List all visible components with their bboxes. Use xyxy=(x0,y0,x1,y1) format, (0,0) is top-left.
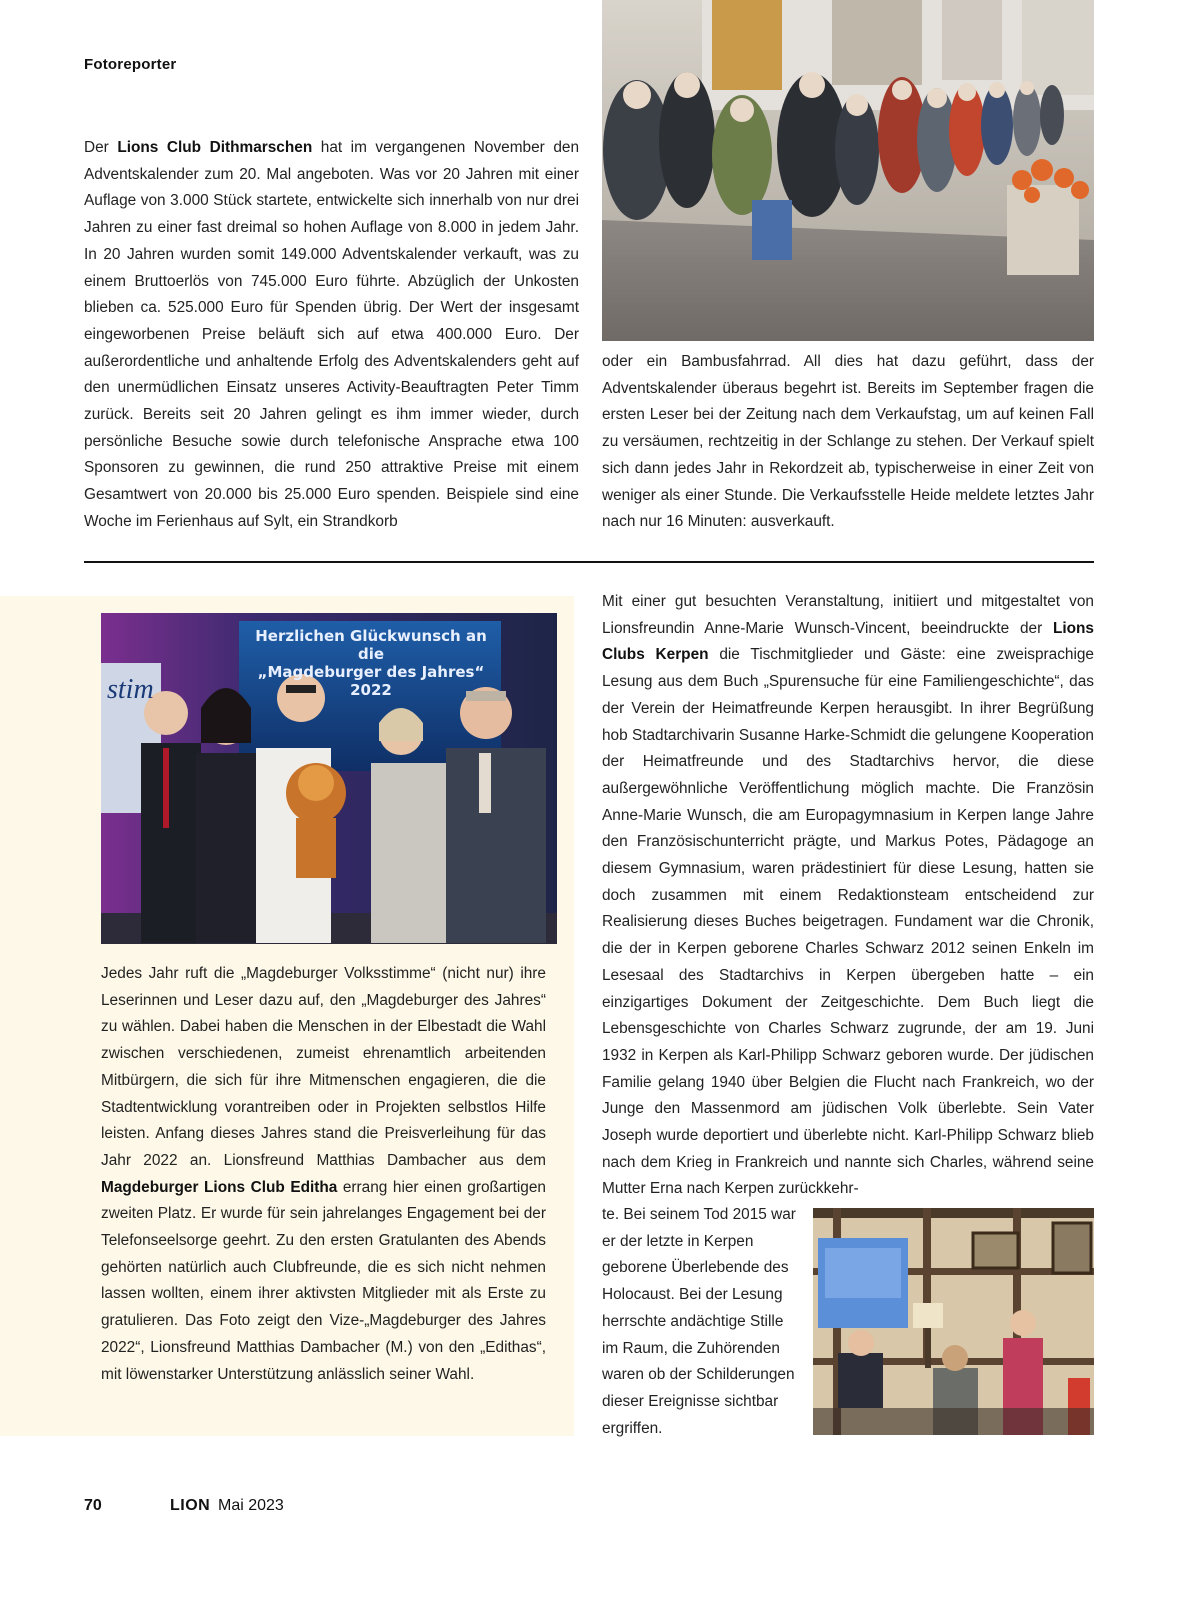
article-kerpen-text-wrap xyxy=(602,1202,802,1442)
section-divider xyxy=(84,561,1094,563)
article-kerpen-text xyxy=(602,589,1094,1203)
club-name-dithmarschen: Lions Club Dithmarschen xyxy=(117,139,313,156)
banner-line: „Magdeburger des Jahres“ xyxy=(257,663,485,681)
text-run: Mit einer gut besuchten Veranstaltung, initiiert und mitgestaltet von Lionsfreundin Anne-Marie Wunsch-Vincent, beeindruckte der xyxy=(602,593,1094,637)
queue-photo-illustration xyxy=(602,0,1094,341)
article-text: te. Bei seinem Tod 2015 war er der letzte in Kerpen geborene Überlebende des Holocaust. Bei der Lesung herrschte andächtige Stille im Raum, die Zuhörenden waren ob der Schilderungen dieser Ereignisse sichtbar ergriffen. xyxy=(602,1206,796,1437)
reading-event-photo xyxy=(813,1208,1094,1435)
section-label: Fotoreporter xyxy=(84,56,177,73)
article-magdeburg-text xyxy=(101,961,546,1388)
club-name-editha: Magdeburger Lions Club Editha xyxy=(101,1178,338,1196)
text-run: Jedes Jahr ruft die „Magdeburger Volksstimme“ (nicht nur) ihre Leserinnen und Leser dazu auf, den „Magdeburger des Jahres“ zu wählen. Dabei haben die Menschen in der Elbestadt die Wahl zwischen verschiedenen, zumeist ehrenamtlich arbeitenden Mitbürgern, die sich für ihre Mitmenschen engagieren, die die Stadtentwicklung vorantreiben oder in Projekten selbstlos Hilfe leisten. Anfang dieses Jahres stand die Preisverleihung für das Jahr 2022 an. Lionsfreund Matthias Dambacher aus dem xyxy=(101,965,546,1169)
article-dithmarschen-right-column xyxy=(602,349,1094,536)
club-name-kerpen: Lions Clubs Kerpen xyxy=(602,619,1094,664)
issue-date: Mai 2023 xyxy=(218,1497,284,1514)
text-run: die Tischmitglieder und Gäste: eine zweisprachige Lesung aus dem Buch „Spurensuche für eine Familiengeschichte“, das der Verein der Heimatfreunde Kerpen herausgibt. In ihrer Begrüßung hob Stadtarchivarin Susanne Harke-Schmidt die gelungene Kooperation der Heimatfreunde und des Stadtarchivs hervor, die diese außergewöhnliche Veröffentlichung möglich machte. Die Französin Anne-Marie Wunsch, die am Europagymnasium in Kerpen lange Jahre den Französischunterricht prägte, und Markus Potes, Pädagoge an diesem Gymnasium, waren prädestiniert für diese Lesung, hatten sie doch zusammen mit einem Redaktionsteam entscheidend zur Realisierung dieses Buches beigetragen. Fundament war die Chronik, die der in Kerpen geborene Charles Schwarz 2012 seinen Enkeln im Lesesaal des Stadtarchivs in Kerpen übergeben hatte – ein einzigartiges Dokument der Zeitgeschichte. Dem Buch liegt die Lebensgeschichte von Charles Schwarz zugrunde, der am 19. Juni 1932 in Kerpen als Karl-Philipp Schwarz geboren wurde. Der jüdischen Familie gelang 1940 über Belgien die Flucht nach Frankreich, wo der Junge den Massenmord am jüdischen Volk überlebte. Sein Vater Joseph wurde deportiert und überlebte nicht. Karl-Philipp Schwarz blieb nach dem Krieg in Frankreich und nannte sich Charles, während seine Mutter Erna nach Kerpen zurückkehr- xyxy=(602,646,1094,1198)
screen-fragment-text: stim xyxy=(107,674,154,705)
text-run: Der xyxy=(84,139,118,156)
magazine-name: LION xyxy=(170,1497,211,1514)
banner-line: Herzlichen Glückwunsch an die xyxy=(255,627,487,663)
reading-event-illustration xyxy=(813,1208,1094,1435)
page-number: 70 xyxy=(84,1497,102,1514)
banner-line: 2022 xyxy=(350,681,392,699)
text-run: hat im vergangenen November den Adventskalender zum 20. Mal angeboten. Was vor 20 Jahren mit einer Auflage von 3.000 Stück startete, entwickelte sich innerhalb von nur drei Jahren zu einer fast dreimal so hohen Auflage von 8.000 in jedem Jahr. In 20 Jahren wurden somit 149.000 Adventskalender verkauft, was zu einem Bruttoerlös von 745.000 Euro führte. Abzüglich der Unkosten blieben ca. 525.000 Euro für Spenden übrig. Der Wert der insgesamt eingeworbenen Preise beläuft sich auf etwa 400.000 Euro. Der außerordentliche und anhaltende Erfolg des Adventskalenders geht auf den unermüdlichen Einsatz unseres Activity-Beauftragten Peter Timm zurück. Bereits seit 20 Jahren gelingt es ihm immer wieder, durch persönliche Besuche sowie durch telefonische Ansprache etwa 100 Sponsoren zu gewinnen, die rund 250 attraktive Preise mit einem Gesamtwert von 20.000 bis 25.000 Euro spenden. Beispiele sind eine Woche im Ferienhaus auf Sylt, ein Strandkorb xyxy=(84,139,579,530)
queue-photo xyxy=(602,0,1094,341)
article-dithmarschen-left-column xyxy=(84,135,579,536)
award-photo xyxy=(101,613,557,944)
article-text: oder ein Bambusfahrrad. All dies hat dazu geführt, dass der Adventskalender überaus begehrt ist. Bereits im September fragen die ersten Leser bei der Zeitung nach dem Verkaufstag, um auf keinen Fall zu versäumen, rechtzeitig in der Schlange zu stehen. Der Verkauf spielt sich dann jedes Jahr in Rekordzeit ab, typischerweise in einer Zeit von weniger als einer Stunde. Die Verkaufsstelle Heide meldete letztes Jahr nach nur 16 Minuten: ausverkauft. xyxy=(602,353,1094,531)
award-photo-banner xyxy=(251,627,491,699)
text-run: errang hier einen großartigen zweiten Platz. Er wurde für sein jahrelanges Engagement bei der Telefonseelsorge geehrt. Zu den ersten Gratulanten des Abends gehörten natürlich auch Clubfreunde, die es sich nicht nehmen lassen wollten, einem ihrer aktivsten Mitglieder mit als Erste zu gratulieren. Das Foto zeigt den Vize-„Magdeburger des Jahres 2022“, Lionsfreund Matthias Dambacher (M.) von den „Edithas“, mit löwenstarker Unterstützung anlässlich seiner Wahl. xyxy=(101,1178,546,1383)
